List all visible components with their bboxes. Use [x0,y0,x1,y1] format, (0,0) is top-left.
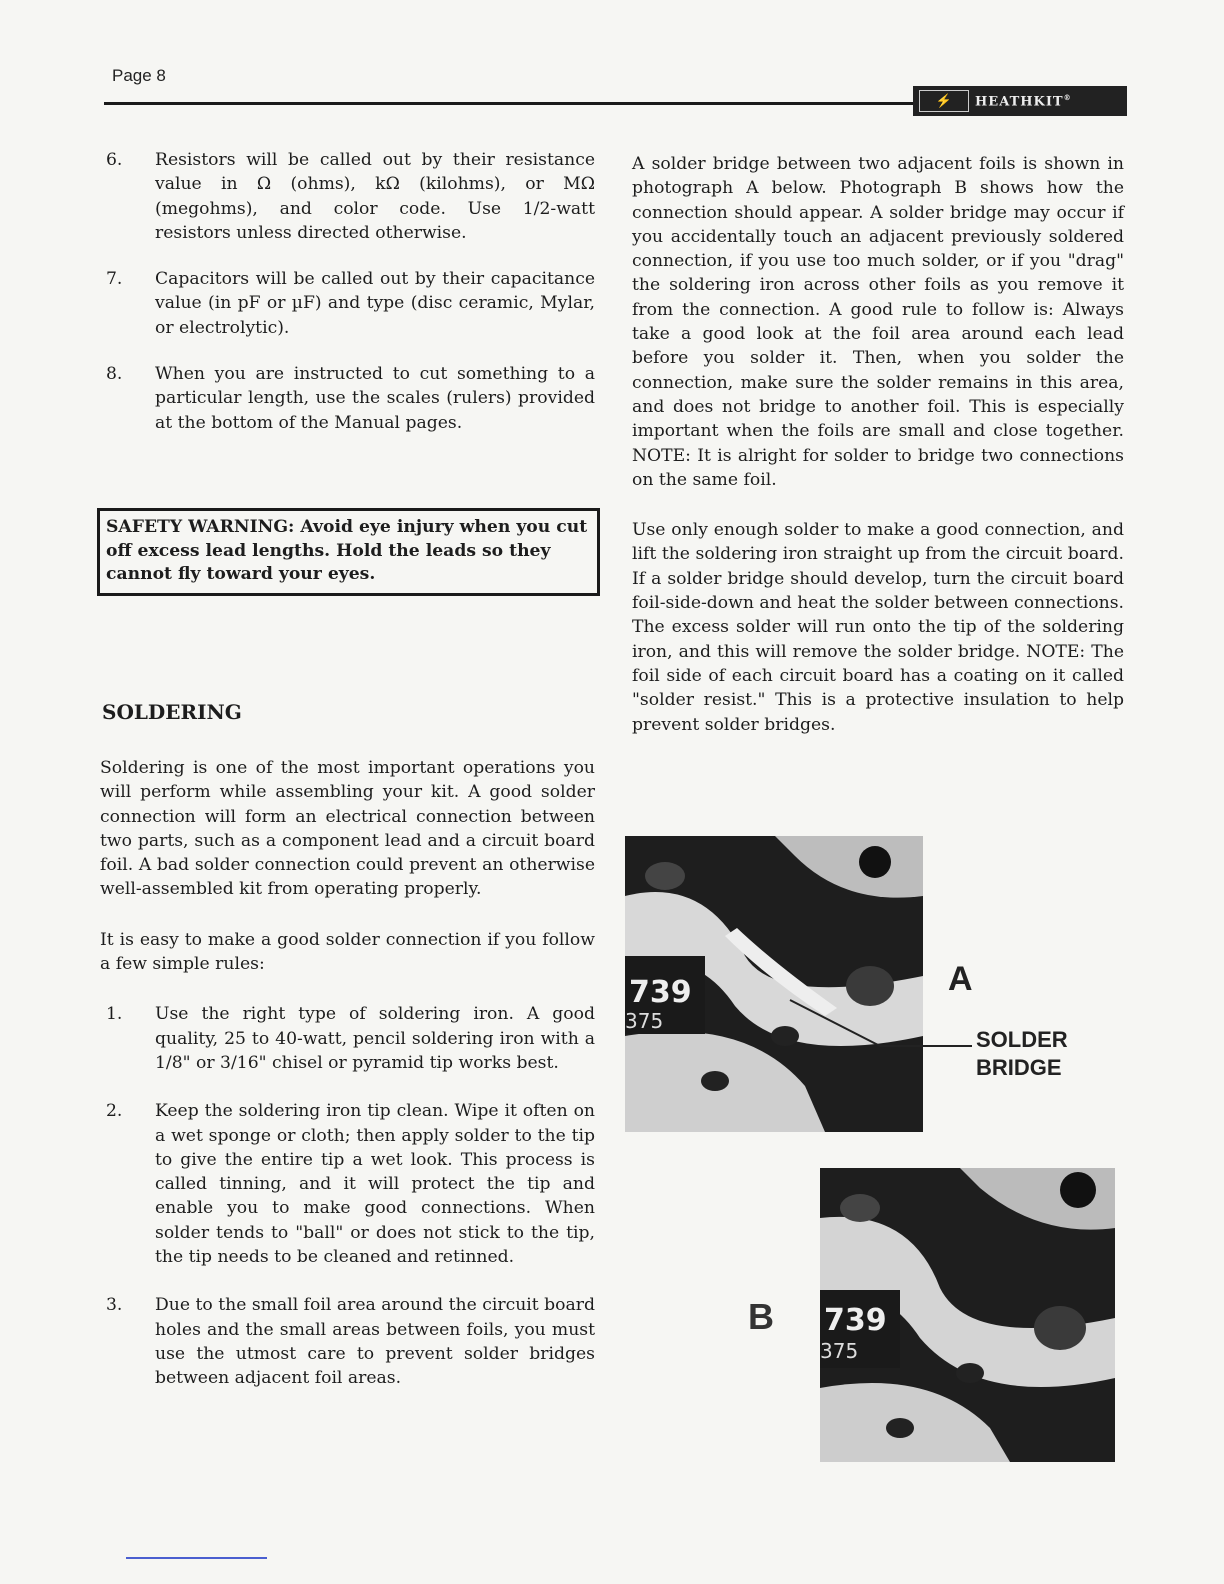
left-column [100,148,595,435]
footer-rule [126,1557,267,1559]
logo-text: HEATHKIT® [975,92,1072,110]
photo-a-solder-bridge [625,836,923,1132]
list-item: 6. Resistors will be called out by their resistance value in Ω (ohms), kΩ (kilohms), or MΩ (megohms), and color code. Use 1/2-watt resistors unless directed otherwise. [106,150,595,243]
photo-b-good-connection [820,1168,1115,1462]
list-item-text: Resistors will be called out by their resistance value in Ω (ohms), kΩ (kilohms), or MΩ (megohms), and color code. Use 1/2-watt resistors unless directed otherwise. [155,150,595,243]
photo-b-label: B [748,1296,774,1337]
list-item-text: Due to the small foil area around the circuit board holes and the small areas between foils, you must use the utmost care to prevent solder bridges between adjacent foil areas. [155,1295,595,1389]
list-item-text: When you are instructed to cut something to a particular length, use the scales (rulers) provided at the bottom of the Manual pages. [155,364,595,433]
list-item: 3. Due to the small foil area around the circuit board holes and the small areas between foils, you must use the utmost care to prevent solder bridges between adjacent foil areas. [106,1295,595,1389]
board-text: 739 [629,975,692,1010]
header-rule [104,102,916,105]
photo-a-label: A [948,960,973,998]
solder-bridge-callout: SOLDER BRIDGE [976,1027,1068,1080]
board-text: 375 [820,1339,859,1363]
right-column [632,152,1124,737]
safety-warning-box: SAFETY WARNING: Avoid eye injury when you cut off excess lead lengths. Hold the leads so they cannot fly toward your eyes. [97,508,600,596]
paragraph: Use only enough solder to make a good connection, and lift the soldering iron straight up from the circuit board. If a solder bridge should develop, turn the circuit board foil-side-down and heat the solder between connections. The excess solder will run onto the tip of the soldering iron, and this will remove the solder bridge. NOTE: The foil side of each circuit board has a coating on it called "solder resist." This is a protective insulation to help prevent solder bridges. [632,520,1124,735]
board-text: 375 [625,1009,664,1033]
page-number: Page 8 [112,66,166,85]
paragraph: A solder bridge between two adjacent foils is shown in photograph A below. Photograph B shows how the connection should appear. A solder bridge may occur if you accidentally touch an adjacent previously soldered connection, if you use too much solder, or if you "drag" the soldering iron across other foils as you remove it from the connection. A good rule to follow is: Always take a good look at the foil area around each lead before you solder it. Then, when you solder the connection, make sure the solder remains in this area, and does not bridge to another foil. This is especially important when the foils are small and close together. NOTE: It is alright for solder to bridge two connections on the same foil. [632,154,1124,490]
left-column-soldering [100,756,595,1391]
paragraph: Soldering is one of the most important operations you will perform while assembling your kit. A good solder connection will form an electrical connection between two parts, such as a component lead and a circuit board foil. A bad solder connection could prevent an otherwise well-assembled kit from operating properly. [100,758,595,900]
list-item-text: Capacitors will be called out by their capacitance value (in pF or µF) and type (disc ceramic, Mylar, or electrolytic). [155,269,595,338]
heathkit-logo [913,86,1127,116]
list-item: 1. Use the right type of soldering iron. A good quality, 25 to 40-watt, pencil soldering iron with a 1/8" or 3/16" chisel or pyramid tip works best. [106,1004,595,1073]
list-item-text: Keep the soldering iron tip clean. Wipe it often on a wet sponge or cloth; then apply solder to the tip to give the entire tip a wet look. This process is called tinning, and it will protect the tip and enable you to make good connections. When solder tends to "ball" or does not stick to the tip, the tip needs to be cleaned and retinned. [155,1101,595,1268]
list-item: 2. Keep the soldering iron tip clean. Wipe it often on a wet sponge or cloth; then apply solder to the tip to give the entire tip a wet look. This process is called tinning, and it will protect the tip and enable you to make good connections. When solder tends to "ball" or does not stick to the tip, the tip needs to be cleaned and retinned. [106,1101,595,1268]
board-text: 739 [824,1303,887,1338]
paragraph: It is easy to make a good solder connection if you follow a few simple rules: [100,929,595,975]
section-heading: SOLDERING [102,700,242,724]
list-item-text: Use the right type of soldering iron. A good quality, 25 to 40-watt, pencil soldering iron with a 1/8" or 3/16" chisel or pyramid tip works best. [155,1004,595,1073]
list-item: 8. When you are instructed to cut something to a particular length, use the scales (rulers) provided at the bottom of the Manual pages. [106,364,595,433]
bolt-icon: ⚡ [919,90,969,112]
list-item: 7. Capacitors will be called out by their capacitance value (in pF or µF) and type (disc ceramic, Mylar, or electrolytic). [106,269,595,338]
